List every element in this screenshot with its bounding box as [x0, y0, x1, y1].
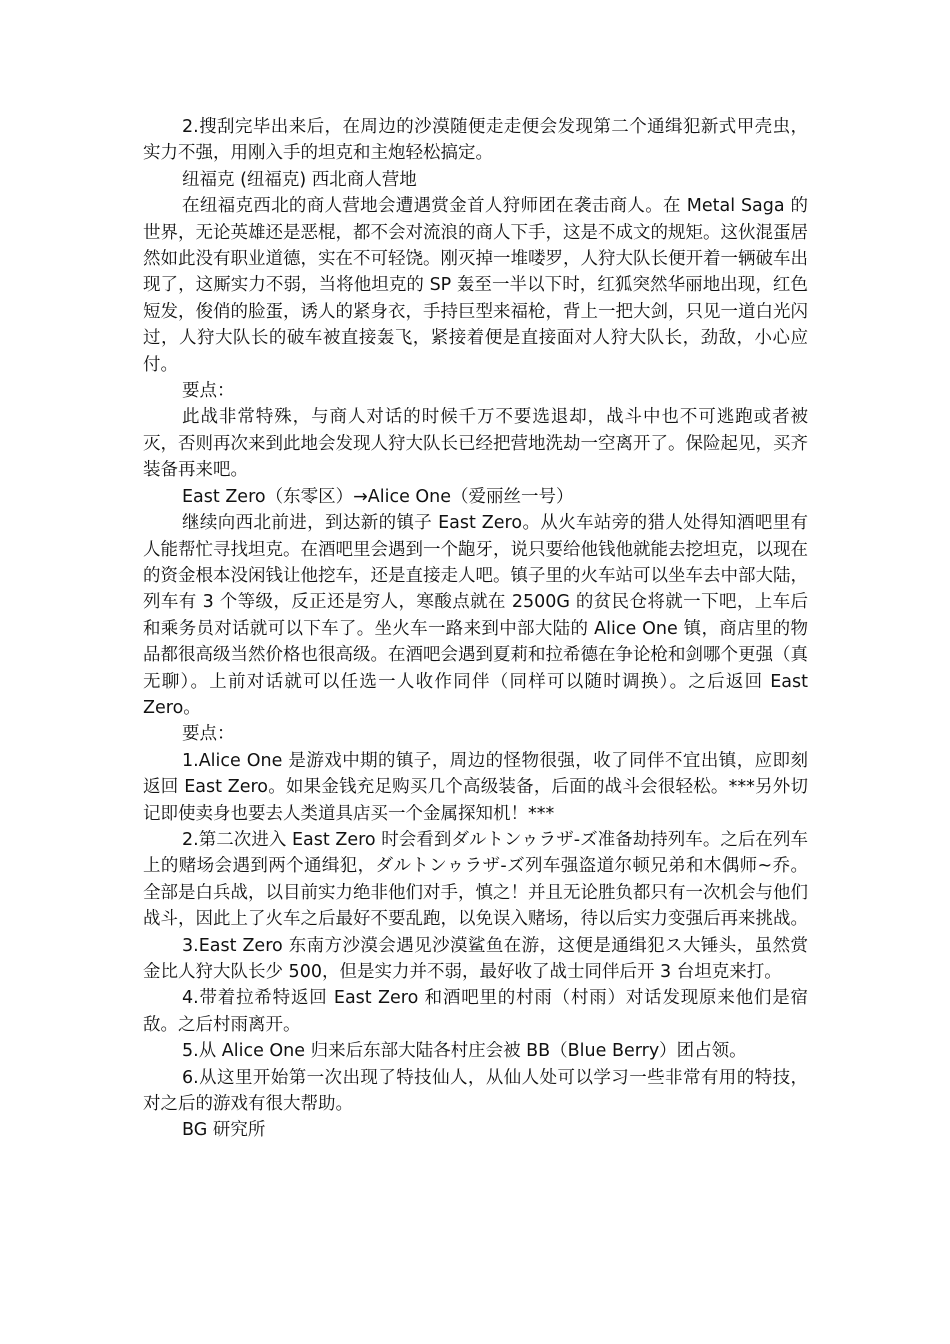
- section-heading-bg-lab: BG 研究所: [182, 1120, 266, 1141]
- document-body: [143, 114, 808, 1144]
- section-heading-east-zero: East Zero（东零区）→Alice One（爱丽丝一号）: [182, 486, 574, 507]
- paragraph-key-point-merchant: 此战非常特殊，与商人对话的时候千万不要选退却，战斗中也不可逃跑或者被灭，否则再次来到此地会发现人狩大队长已经把营地洗劫一空离开了。保险起见，买齐装备再来吧。: [143, 407, 808, 481]
- key-point-2: 2.第二次进入 East Zero 时会看到ダルトンゥラザ-ズ准备劫持列车。之后在列车上的赌场会遇到两个通缉犯，ダルトンゥラザ-ズ列车强盗道尔顿兄弟和木偶师~乔。全部是白兵战，以目前实力绝非他们对手，慎之！并且无论胜负都只有一次机会与他们战斗，因此上了火车之后最好不要乱跑，以免误入赌场，待以后实力变强后再来挑战。: [143, 829, 809, 930]
- paragraph-merchant-camp: 在纽福克西北的商人营地会遭遇赏金首人狩师团在袭击商人。在 Metal Saga 的世界，无论英雄还是恶棍，都不会对流浪的商人下手，这是不成文的规矩。这伙混蛋居然如此没有职业道德，实在不可轻饶。刚灭掉一堆喽罗，人狩大队长便开着一辆破车出现了，这厮实力不弱，当将他坦克的 SP 轰至一半以下时，红狐突然华丽地出现，红色短发，俊俏的脸蛋，诱人的紧身衣，手持巨型来福枪，背上一把大剑，只见一道白光闪过，人狩大队长的破车被直接轰飞，紧接着便是直接面对人狩大队长，劲敌，小心应付。: [143, 196, 808, 375]
- section-heading-merchant-camp: 纽福克 (纽福克) 西北商人营地: [182, 169, 417, 190]
- key-point-6: 6.从这里开始第一次出现了特技仙人，从仙人处可以学习一些非常有用的特技，对之后的游戏有很大帮助。: [143, 1067, 808, 1115]
- key-point-3: 3.East Zero 东南方沙漠会遇见沙漠鲨鱼在游，这便是通缉犯ス大锤头，虽然赏金比人狩大队长少 500，但是实力并不弱，最好收了战士同伴后开 3 台坦克来打。: [143, 935, 808, 982]
- paragraph-second-bounty: 2.搜刮完毕出来后，在周边的沙漠随便走走便会发现第二个通缉犯新式甲壳虫，实力不强，用刚入手的坦克和主炮轻松搞定。: [143, 117, 808, 164]
- paragraph-east-zero: 继续向西北前进，到达新的镇子 East Zero。从火车站旁的猎人处得知酒吧里有人能帮忙寻找坦克。在酒吧里会遇到一个龅牙，说只要给他钱他就能去挖坦克，以现在的资金根本没闲钱让他挖车，还是直接走人吧。镇子里的火车站可以坐车去中部大陆，列车有 3 个等级，反正还是穷人，寒酸点就在 2500G 的贫民仓将就一下吧，上车后和乘务员对话就可以下车了。坐火车一路来到中部大陆的 Alice One 镇，商店里的物品都很高级当然价格也很高级。在酒吧会遇到夏莉和拉希德在争论枪和剑哪个更强（真无聊）。上前对话就可以任选一人收作同伴（同样可以随时调换）。之后返回 East Zero。: [143, 513, 808, 718]
- key-points-label: 要点：: [182, 724, 235, 745]
- key-point-1: 1.Alice One 是游戏中期的镇子，周边的怪物很强，收了同伴不宜出镇，应即刻返回 East Zero。如果金钱充足购买几个高级装备，后面的战斗会很轻松。***另外切记即使卖身也要去人类道具店买一个金属探知机！***: [143, 750, 808, 824]
- key-point-5: 5.从 Alice One 归来后东部大陆各村庄会被 BB（Blue Berry）团占领。: [182, 1041, 747, 1062]
- key-points-label: 要点：: [182, 381, 235, 402]
- key-point-4: 4.带着拉希特返回 East Zero 和酒吧里的村雨（村雨）对话发现原来他们是宿敌。之后村雨离开。: [143, 988, 808, 1035]
